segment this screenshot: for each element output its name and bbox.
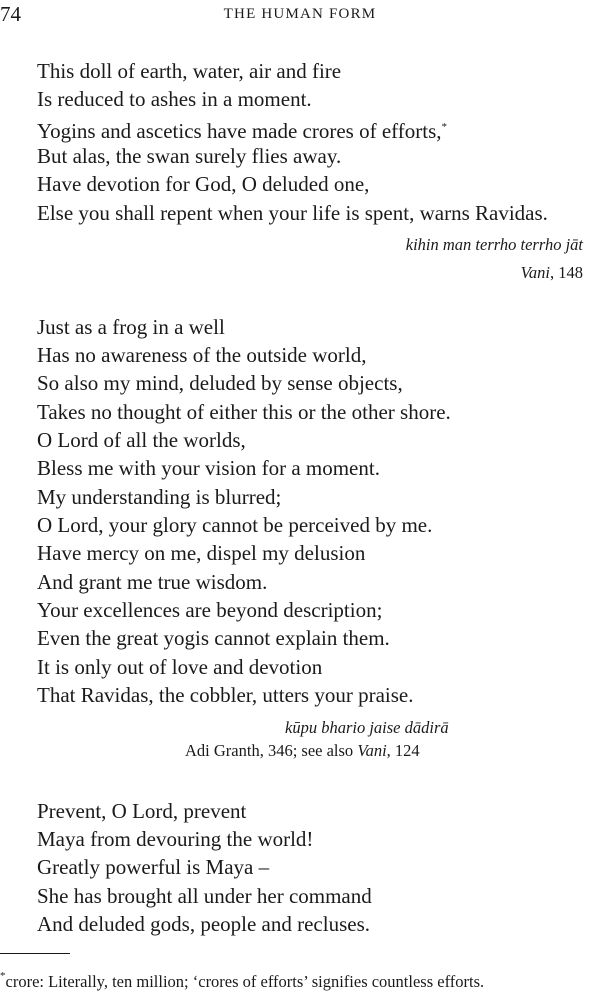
poem-line: My understanding is blurred; [37, 485, 282, 509]
poem-line: It is only out of love and devotion [37, 655, 323, 679]
citation-source: Adi Granth, 346; see also Vani, 124 [185, 741, 420, 760]
running-title: THE HUMAN FORM [223, 6, 377, 22]
poem-line: Else you shall repent when your life is spent, warns Ravidas. [37, 201, 548, 225]
poem-line: Just as a frog in a well [37, 315, 225, 339]
footnote [0, 970, 484, 992]
poem-line: Prevent, O Lord, prevent [37, 799, 247, 823]
poem-line: O Lord of all the worlds, [37, 428, 246, 452]
poem-line: And deluded gods, people and recluses. [37, 912, 370, 936]
poem-line: So also my mind, deluded by sense objects, [37, 371, 403, 395]
citation-title: kūpu bhario jaise dādirā [285, 718, 449, 737]
poem-line: Your excellences are beyond description; [37, 598, 383, 622]
poem-line [37, 113, 447, 145]
poem-line: Bless me with your vision for a moment. [37, 456, 380, 480]
poem-line: That Ravidas, the cobbler, utters your praise. [37, 683, 414, 707]
poem-line: She has brought all under her command [37, 884, 372, 908]
footnote-marker: * [0, 970, 6, 982]
poem-line: Maya from devouring the world! [37, 827, 314, 851]
citation-title: kihin man terrho terrho jāt [405, 235, 583, 254]
poem-line: Is reduced to ashes in a moment. [37, 87, 312, 111]
poem-line: But alas, the swan surely flies away. [37, 144, 342, 168]
poem-line: Has no awareness of the outside world, [37, 343, 367, 367]
poem-line: Takes no thought of either this or the other shore. [37, 400, 451, 424]
poem-line: O Lord, your glory cannot be perceived by me. [37, 513, 433, 537]
footnote-marker: * [441, 121, 448, 133]
poem-line: Have devotion for God, O deluded one, [37, 172, 370, 196]
poem-line: And grant me true wisdom. [37, 570, 268, 594]
poem-line-text: Yogins and ascetics have made crores of efforts, [37, 119, 442, 143]
poem-line: Even the great yogis cannot explain them. [37, 626, 390, 650]
poem-line: Greatly powerful is Maya – [37, 855, 270, 879]
citation-source: Vani, 148 [520, 263, 583, 282]
poem-line: Have mercy on me, dispel my delusion [37, 541, 366, 565]
poem-line: This doll of earth, water, air and fire [37, 59, 342, 83]
footnote-divider [0, 953, 70, 954]
footnote-text: crore: Literally, ten million; ‘crores of efforts’ signifies countless efforts. [5, 972, 485, 991]
page-number: 74 [0, 2, 21, 26]
